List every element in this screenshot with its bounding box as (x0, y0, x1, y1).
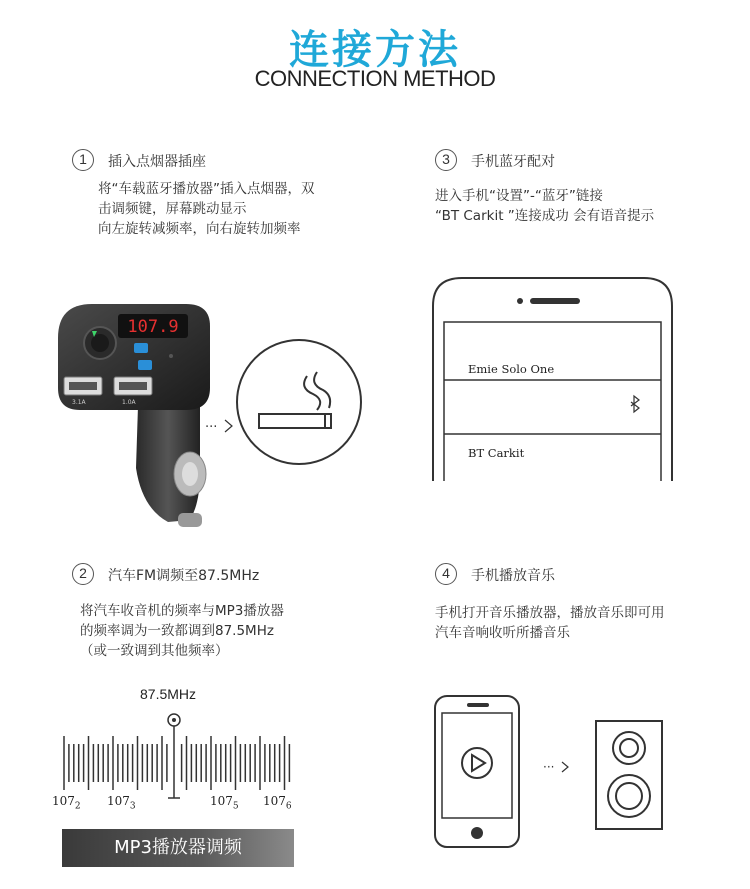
svg-text:···: ··· (543, 760, 555, 774)
car-charger-illustration (50, 298, 240, 530)
step-1-description (98, 179, 315, 239)
step-3-line: “BT Carkit ”连接成功 会有语音提示 (435, 208, 655, 224)
step-3-description (435, 186, 654, 226)
scale-tick-label: $107_5$ (210, 794, 239, 812)
step-1-line: 击调频键，屏幕跳动显示 (98, 201, 247, 217)
charger-display-text: 107.9 (127, 317, 179, 337)
step-1-line: 将“车载蓝牙播放器”插入点烟器，双 (98, 181, 315, 197)
step-2-line: 的频率调为一致都调到87.5MHz (80, 623, 274, 639)
step-2-line: （或一致调到其他频率） (80, 643, 229, 659)
step-1-title: 插入点烟器插座 (108, 154, 206, 170)
step-2-title: 汽车FM调频至87.5MHz (108, 568, 260, 584)
usb-port-2-label: 1.0A (122, 399, 136, 406)
svg-text:···: ··· (205, 420, 218, 435)
scale-tick-label: $107_3$ (107, 794, 136, 812)
step-2-line: 将汽车收音机的频率与MP3播放器 (80, 603, 284, 619)
phone-bluetooth-illustration (432, 276, 674, 482)
step-4-number: 4 (435, 563, 457, 585)
phone-music-illustration (434, 695, 520, 849)
scale-tick-label: $107_2$ (52, 794, 81, 812)
step-3-line: 进入手机“设置”-“蓝牙”链接 (435, 188, 603, 204)
step-4-title: 手机播放音乐 (471, 568, 555, 584)
usb-port-1-label: 3.1A (72, 399, 86, 406)
bluetooth-device-name: Emie Solo One (468, 362, 555, 376)
step-1-line: 向左旋转减频率，向右旋转加频率 (98, 221, 301, 237)
step-4-line: 汽车音响收听所播音乐 (435, 625, 570, 641)
frequency-marker-label: 87.5MHz (140, 686, 197, 702)
step-2-number: 2 (72, 563, 94, 585)
fm-scale (58, 708, 298, 803)
scale-tick-label: $107_6$ (263, 794, 292, 812)
cigarette-lighter-icon (233, 336, 365, 468)
step-4-description (435, 603, 665, 643)
mp3-tuning-banner: MP3播放器调频 (62, 829, 294, 867)
bluetooth-icon (631, 396, 639, 412)
speaker-icon (595, 720, 663, 830)
step-4-line: 手机打开音乐播放器，播放音乐即可用 (435, 605, 665, 621)
step-2-description (80, 601, 284, 661)
step-3-number: 3 (435, 149, 457, 171)
arrow-right-icon (205, 416, 235, 436)
page-subtitle: CONNECTION METHOD (254, 66, 496, 91)
arrow-right-icon (543, 757, 573, 777)
step-3-title: 手机蓝牙配对 (471, 154, 555, 170)
bluetooth-device-carkit: BT Carkit (468, 446, 525, 460)
play-icon (462, 748, 492, 778)
page-title: 连接方法 (289, 27, 461, 73)
step-1-number: 1 (72, 149, 94, 171)
